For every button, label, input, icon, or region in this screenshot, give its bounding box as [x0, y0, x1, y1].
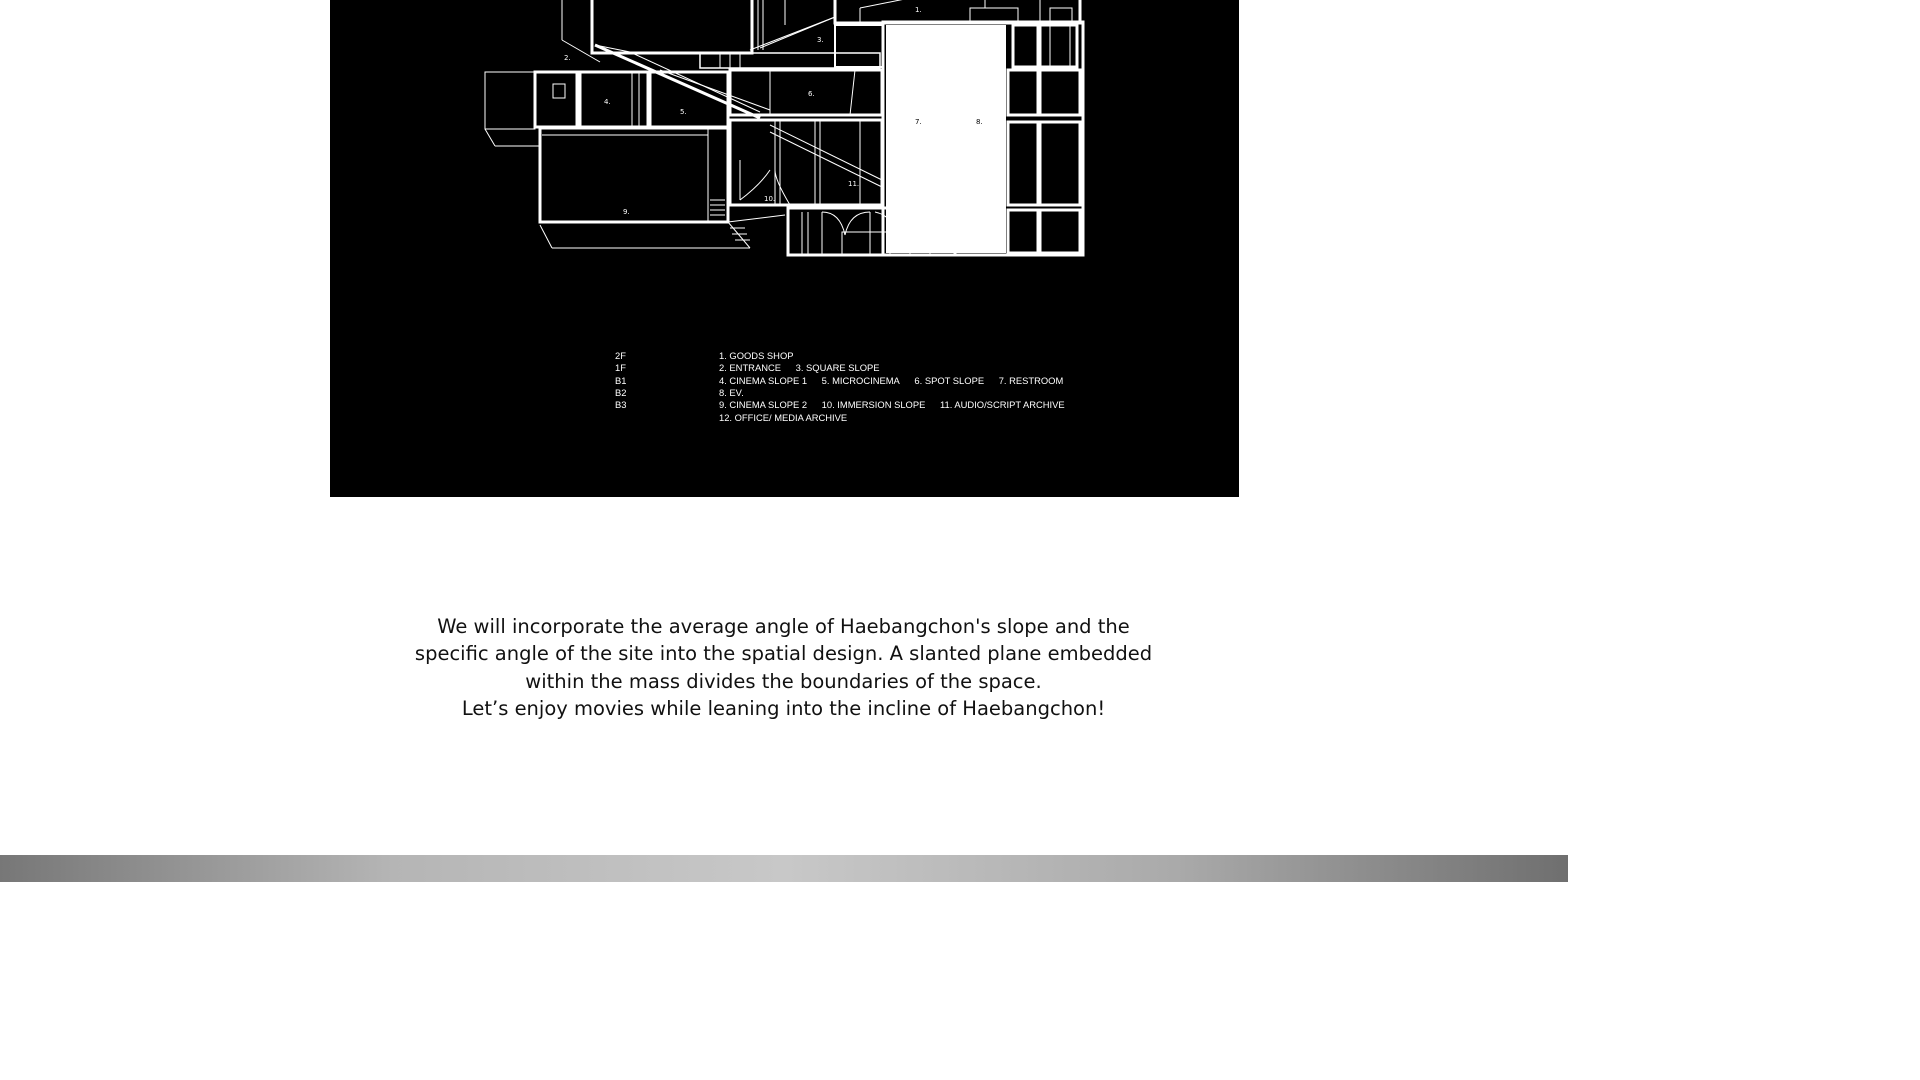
room-label-9: 9. [623, 208, 630, 216]
legend-room: 12. OFFICE/ MEDIA ARCHIVE [719, 411, 848, 423]
legend-room: 7. RESTROOM [998, 374, 1064, 386]
room-label-1: 1. [915, 6, 922, 14]
footer-image-strip [0, 855, 1568, 882]
room-label-2: 2. [564, 54, 571, 62]
legend-room: 1. GOODS SHOP [719, 350, 794, 361]
legend-rooms [719, 387, 756, 399]
caption-line: Let’s enjoy movies while leaning into the incline of Haebangchon! [461, 697, 1106, 721]
legend-rooms [719, 362, 892, 374]
legend-room: 8. EV. [719, 386, 744, 398]
legend-rooms [719, 399, 1077, 411]
legend-room: 10. IMMERSION SLOPE [821, 399, 926, 411]
legend-rooms [719, 375, 1075, 387]
room-label-4: 4. [604, 98, 611, 106]
room-label-8: 8. [976, 118, 983, 126]
legend-floor: B1 [615, 374, 627, 386]
room-label-6: 6. [808, 90, 815, 98]
legend-floor: B2 [615, 386, 627, 398]
room-label-5: 5. [680, 108, 687, 116]
legend-room: 2. ENTRANCE [719, 362, 781, 374]
caption-line: within the mass divides the boundaries of the space. [525, 669, 1042, 693]
legend-rooms [719, 350, 806, 362]
floor-plan-panel [330, 0, 1239, 497]
description-caption [330, 613, 1237, 723]
legend-floor: B3 [615, 399, 627, 411]
caption-line: We will incorporate the average angle of Haebangchon's slope and the [437, 615, 1130, 638]
room-label-12: 12. [923, 234, 935, 242]
legend-room: 3. SQUARE SLOPE [795, 362, 880, 374]
legend-room: 9. CINEMA SLOPE 2 [719, 399, 808, 411]
room-label-3: 3. [817, 36, 824, 44]
caption-line: specific angle of the site into the spatial design. A slanted plane embedded [414, 642, 1153, 666]
legend-room: 6. SPOT SLOPE [914, 374, 985, 386]
room-label-10: 10. [764, 195, 776, 203]
room-label-7: 7. [915, 118, 922, 126]
legend-floor: 2F [615, 350, 626, 361]
legend-room: 4. CINEMA SLOPE 1 [719, 374, 808, 386]
legend-room: 5. MICROCINEMA [821, 374, 900, 386]
legend-rooms [719, 412, 859, 424]
legend-floor: 1F [615, 362, 626, 374]
room-label-11: 11. [848, 180, 860, 188]
legend-room: 11. AUDIO/SCRIPT ARCHIVE [939, 399, 1065, 411]
